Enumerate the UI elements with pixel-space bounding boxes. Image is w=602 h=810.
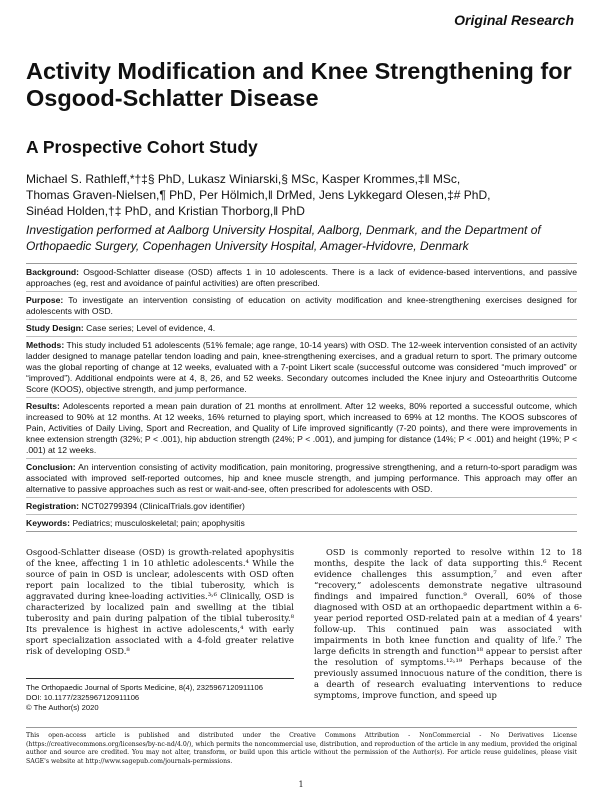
license-notice: This open-access article is published and distributed under the Creative Commons Attribution - NonCommercial - No Derivatives License (https://creativecommons.org/licenses/by-nc-nd/4.0/), which permits the noncommercial use, distribution, and reproduction of the article in any medium, provided the original author and source are credited. You may not alter, transform, or build upon this article without the permission of the Author(s). For article reuse guidelines, please visit SAGE's website at http://www.sagepub.com/journals-permissions. [26,727,577,766]
journal-info [26,678,294,713]
abstract-label: Keywords: [26,518,70,528]
author-list [26,171,581,219]
abstract-label: Purpose: [26,295,64,305]
body-paragraph: Osgood-Schlatter disease (OSD) is growth-related apophysitis of the knee, affecting 1 in 10 athletic adolescents.⁴ While the source of pain in OSD is unclear, adolescents with OSD often report pain localized to the tibial tuberosity, which is aggravated during knee-loading activities.³˒⁶ Clinically, OSD is characterized by localized pain and swelling at the tibial tuberosity and pain during palpation of the tibial tuberosity.⁸ Its prevalence is highest in active adolescents,⁴ with early sport specialization associated with a 4-fold greater relative risk of developing OSD.⁸ [26,547,294,656]
affiliation: Investigation performed at Aalborg University Hospital, Aalborg, Denmark, and the Department of Orthopaedic Surgery, Copenhagen University Hospital, Amager-Hvidovre, Denmark [26,223,541,253]
abstract-label: Background: [26,267,79,277]
abstract-text: Case series; Level of evidence, 4. [86,323,216,333]
abstract-purpose [26,292,577,320]
abstract-keywords [26,515,577,531]
body-column-left [26,547,294,657]
abstract-background [26,264,577,292]
abstract-text: Adolescents reported a mean pain duration of 21 months at enrollment. After 12 weeks, 80% reported a successful outcome, which increased to 90% at 12 months. At 12 weeks, 16% returned to playing sport, which increased to 69% at 12 months. The KOOS subscores of Pain, Activities of Daily Living, Sport and Recreation, and Quality of Life improved significantly (7-20 points), and there were improvements in knee extension strength (32%; P < .001), hip abduction strength (24%; P < .001), and jumping for distance (14%; P < .001) and height (19%; P < .001) at 12 weeks. [26,401,578,455]
abstract-label: Study Design: [26,323,84,333]
abstract-text: NCT02799394 (ClinicalTrials.gov identifier) [81,501,245,511]
page-number: 1 [298,780,304,789]
abstract-label: Results: [26,401,60,411]
journal-citation: The Orthopaedic Journal of Sports Medicine, 8(4), 2325967120911106 [26,683,263,692]
abstract-text: This study included 51 adolescents (51% female; age range, 10-14 years) with OSD. The 12-week intervention consisted of an activity ladder designed to manage patellar tendon loading and pain, knee-strengthening exercises, and a gradual return to sport. The primary outcome was the global reporting of change at 12 weeks, evaluated with a 7-point Likert scale (successful outcome was considered “much improved” or “improved”). Additional endpoints were at 4, 8, 26, and 52 weeks. Secondary outcomes included the Knee injury and Osteoarthritis Outcome Score (KOOS), objective strength, and jump performance. [26,340,577,394]
author-line: Thomas Graven-Nielsen,¶ PhD, Per Hölmich,‖ DrMed, Jens Lykkegard Olesen,‡# PhD, [26,188,491,202]
abstract-design [26,320,577,337]
body-column-right [314,547,582,701]
abstract-conclusion [26,459,577,498]
journal-copyright: © The Author(s) 2020 [26,703,99,712]
author-line: Michael S. Rathleff,*†‡§ PhD, Lukasz Winiarski,§ MSc, Kasper Krommes,‡‖ MSc, [26,172,461,186]
abstract-text: Pediatrics; musculoskeletal; pain; apophysitis [72,518,245,528]
abstract-registration [26,498,577,515]
abstract-box [26,263,577,532]
abstract-text: An intervention consisting of activity modification, pain monitoring, progressive strengthening, and a return-to-sport paradigm was associated with improved self-reported outcomes, hip and knee muscle strength, and jumping performance. This approach may offer an alternative to passive approaches such as rest or wait-and-see, often prescribed for adolescents with OSD. [26,462,577,494]
section-tag: Original Research [454,12,574,28]
author-line: Sinéad Holden,†‡ PhD, and Kristian Thorborg,‖ PhD [26,204,305,218]
abstract-label: Registration: [26,501,79,511]
body-paragraph: OSD is commonly reported to resolve within 12 to 18 months, despite the lack of data supporting this.⁶ Recent evidence challenges this assumption,⁷ and even after “recovery,” adolescents demonstrate negative ultrasound findings and impaired function.⁹ Overall, 60% of those diagnosed with OSD at an orthopaedic department within a 6-year period reported OSD-related pain at a median of 4 years' follow-up. This continued pain was associated with impairments in both knee function and quality of life.⁷ The large deficits in strength and function¹⁸ appear to persist after the resolution of symptoms.¹²˒¹⁹ Perhaps because of the previously assumed innocuous nature of the condition, there is a dearth of research evaluating interventions to reduce symptoms, improve function, and speed up [314,547,582,700]
journal-doi: DOI: 10.1177/2325967120911106 [26,693,140,702]
abstract-methods [26,337,577,398]
abstract-text: Osgood-Schlatter disease (OSD) affects 1 in 10 adolescents. There is a lack of evidence-based interventions, and passive approaches (eg, rest and avoidance of painful activities) are often prescribed. [26,267,577,288]
abstract-results [26,398,577,459]
abstract-label: Conclusion: [26,462,76,472]
article-subtitle: A Prospective Cohort Study [26,137,258,157]
abstract-label: Methods: [26,340,65,350]
article-title: Activity Modification and Knee Strengthening for Osgood-Schlatter Disease [26,58,572,111]
abstract-text: To investigate an intervention consisting of education on activity modification and knee-strengthening exercises designed for adolescents with OSD. [26,295,578,316]
